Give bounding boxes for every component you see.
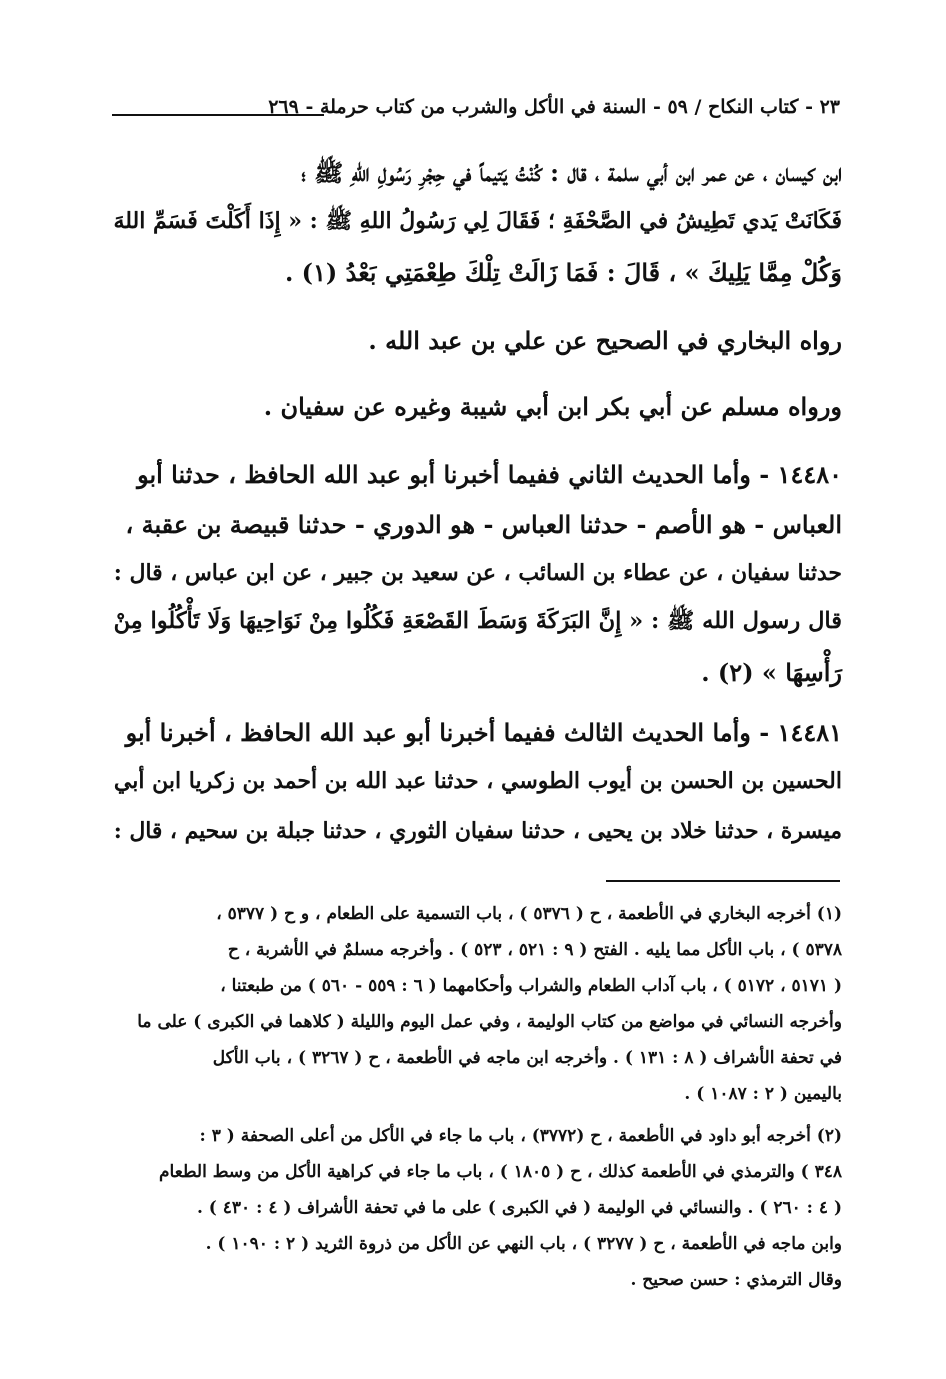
running-title: ٢٣ - كتاب النكاح / ٥٩ - السنة في الأكل والشرب من كتاب حرملة - ٢٦٩ <box>268 96 840 118</box>
footnote-line: ٣٤٨ ) والترمذي في الأطعمة كذلك ، ح ( ١٨٠٥ ) ، باب ما جاء في كراهية الأكل من وسط الطعام <box>159 1162 842 1182</box>
page-header <box>112 92 840 132</box>
footnote-line: ٥٣٧٨ ) ، باب الأكل مما يليه . الفتح ( ٩ : ٥٢١ ، ٥٢٣ ) . وأخرجه مسلمٌ في الأشربة ، ح <box>227 940 842 960</box>
footnote-rule <box>606 880 840 882</box>
footnote-line: في تحفة الأشراف ( ٨ : ١٣١ ) . وأخرجه ابن ماجه في الأطعمة ، ح ( ٣٢٦٧ ) ، باب الأكل <box>212 1048 842 1068</box>
hadith-1448-line: ١٤٤٨٠ - وأما الحديث الثاني ففيما أخبرنا أبو عبد الله الحافظ ، حدثنا أبو <box>137 460 842 489</box>
text-line: قال رسول الله ﷺ : « إِنَّ البَرَكَةَ وَسَطَ القَصْعَةِ فَكُلُوا مِنْ نَوَاحِيهَا وَلَا تَأْكُلُوا مِنْ <box>113 608 842 634</box>
text-line: رواه البخاري في الصحيح عن علي بن عبد الله . <box>368 326 842 355</box>
footnote-line: ( ٤ : ٢٦٠ ) . والنسائي في الوليمة ( في الكبرى ) على ما في تحفة الأشراف ( ٤ : ٤٣٠ ) . <box>196 1198 842 1218</box>
footnote-line: وقال الترمذي : حسن صحيح . <box>630 1270 842 1290</box>
text-line: ميسرة ، حدثنا خلاد بن يحيى ، حدثنا سفيان الثوري ، حدثنا جبلة بن سحيم ، قال : <box>113 818 842 844</box>
footnote-line: وأخرجه النسائي في مواضع من كتاب الوليمة ، وفي عمل اليوم والليلة ( كلاهما في الكبرى ) على ما <box>137 1012 842 1032</box>
text-line: رَأْسِهَا » (٢) . <box>701 658 842 687</box>
header-rule <box>112 114 324 116</box>
text-line: الحسين بن الحسن بن أيوب الطوسي ، حدثنا عبد الله بن أحمد بن زكريا ابن أبي <box>113 768 842 794</box>
text-line: وَكُلْ مِمَّا يَلِيكَ » ، قَالَ : فَمَا زَالَتْ تِلْكَ طِعْمَتِي بَعْدُ (١) . <box>284 258 842 287</box>
text-line: فَكَانَتْ يَدي تَطِيشُ في الصَّحْفَةِ ؛ فَقَالَ لِي رَسُولُ اللهِ ﷺ : « إِذَا أَكَلْتَ فَسَمِّ اللهَ <box>113 208 842 234</box>
text-line: العباس - هو الأصم - حدثنا العباس - هو الدوري - حدثنا قبيصة بن عقبة ، <box>125 510 842 539</box>
hadith-14481-line: ١٤٤٨١ - وأما الحديث الثالث ففيما أخبرنا أبو عبد الله الحافظ ، أخبرنا أبو <box>125 718 842 747</box>
text-line: حدثنا سفيان ، عن عطاء بن السائب ، عن سعيد بن جبير ، عن ابن عباس ، قال : <box>113 560 842 586</box>
footnote-line: (٢) أخرجه أبو داود في الأطعمة ، ح (٣٧٧٢) ، باب ما جاء في الأكل من أعلى الصحفة ( ٣ : <box>199 1126 842 1146</box>
footnote-line: باليمين ( ٢ : ١٠٨٧ ) . <box>684 1084 842 1104</box>
footnote-line: وابن ماجه في الأطعمة ، ح ( ٣٢٧٧ ) ، باب النهي عن الأكل من ذروة الثريد ( ٢ : ١٠٩٠ ) . <box>205 1234 842 1254</box>
footnote-line: (١) أخرجه البخاري في الأطعمة ، ح ( ٥٣٧٦ ) ، باب التسمية على الطعام ، و ح ( ٥٣٧٧ ، <box>216 904 842 924</box>
footnote-line: ( ٥١٧١ ، ٥١٧٢ ) ، باب آداب الطعام والشراب وأحكامهما ( ٦ : ٥٥٩ - ٥٦٠ ) من طبعتنا ، <box>220 976 842 996</box>
text-line: ورواه مسلم عن أبي بكر ابن أبي شيبة وغيره عن سفيان . <box>263 392 842 421</box>
text-line: ابن كيسان ، عن عمر ابن أبي سلمة ، قال : كُنْتُ يَتيماً في حِجْرِ رَسُولِ اللهِ ﷺ ؛ <box>301 158 842 187</box>
